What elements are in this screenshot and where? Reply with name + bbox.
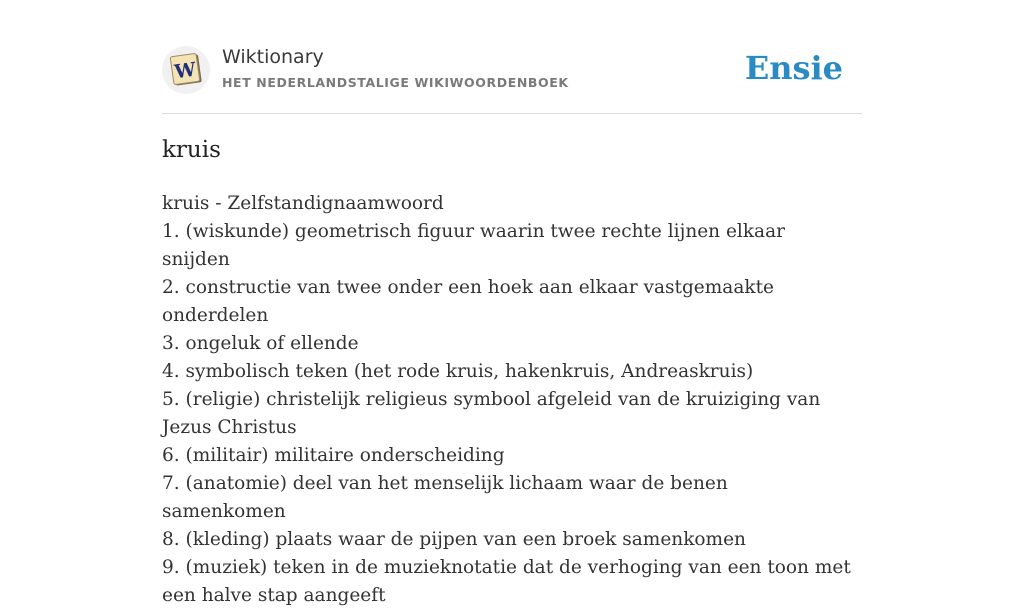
definition-item: 7. (anatomie) deel van het menselijk lichaam waar de benen samenkomen <box>162 473 728 522</box>
definition-item: 8. (kleding) plaats waar de pijpen van een broek samenkomen <box>162 529 746 550</box>
definition-item: 5. (religie) christelijk religieus symbool afgeleid van de kruiziging van Jezus Christus <box>162 389 821 438</box>
site-tagline: HET NEDERLANDSTALIGE WIKIWOORDENBOEK <box>222 75 569 90</box>
entry-content <box>162 190 852 610</box>
definition-item: 2. constructie van twee onder een hoek aan elkaar vastgemaakte onderdelen <box>162 277 774 326</box>
definition-item: 4. symbolisch teken (het rode kruis, hakenkruis, Andreaskruis) <box>162 361 754 382</box>
definition-item: 9. (muziek) teken in de muzieknotatie dat de verhoging van een toon met een halve stap aangeeft <box>162 557 851 606</box>
logo-letter: W <box>173 58 198 84</box>
site-name[interactable]: Wiktionary <box>222 46 324 68</box>
definition-item: 6. (militair) militaire onderscheiding <box>162 445 505 466</box>
definition-item: 3. ongeluk of ellende <box>162 333 359 354</box>
entry-title: kruis <box>162 137 221 163</box>
ensie-brand[interactable]: Ensie <box>744 49 843 87</box>
definition-item: 1. (wiskunde) geometrisch figuur waarin twee rechte lijnen elkaar snijden <box>162 221 785 270</box>
definition-list <box>162 218 852 610</box>
header-divider <box>162 113 862 114</box>
part-of-speech-line: kruis - Zelfstandignaamwoord <box>162 193 444 214</box>
site-header <box>162 45 862 97</box>
wiktionary-logo[interactable] <box>162 46 210 94</box>
wiktionary-tile-icon <box>162 46 210 94</box>
